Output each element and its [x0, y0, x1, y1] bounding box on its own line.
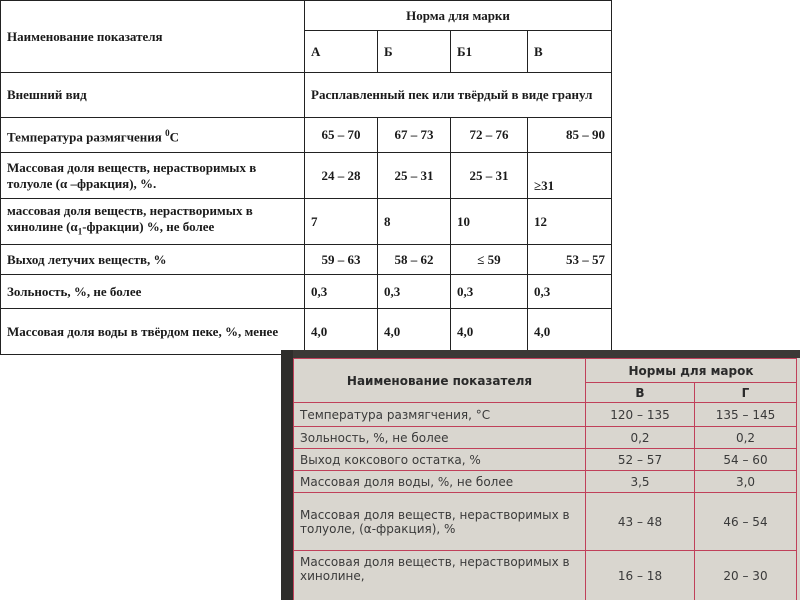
cell-value: 10	[451, 199, 528, 245]
cell-value: 0,3	[451, 275, 528, 309]
table-row	[1, 199, 612, 245]
row-label: Массовая доля веществ, нерастворимых в толуоле (α –фракция), %.	[1, 153, 305, 199]
cell-value: 25 – 31	[451, 153, 528, 199]
cell-value: 54 – 60	[695, 449, 797, 471]
grade-g: Г	[695, 383, 797, 403]
scan-top-edge	[281, 350, 800, 358]
cell-value: 4,0	[305, 309, 378, 355]
grade-v: В	[528, 31, 612, 73]
row-label: Температура размягчения, °С	[294, 403, 586, 427]
cell-value: 3,0	[695, 471, 797, 493]
scanned-norms-table	[293, 358, 797, 600]
cell-value: 3,5	[586, 471, 695, 493]
cell-value: 65 – 70	[305, 118, 378, 153]
cell-value: 16 – 18	[586, 551, 695, 600]
grade-a: А	[305, 31, 378, 73]
cell-value: 20 – 30	[695, 551, 797, 600]
row-label: Зольность, %, не более	[1, 275, 305, 309]
header-indicator: Наименование показателя	[1, 1, 305, 73]
cell-value: 58 – 62	[378, 245, 451, 275]
cell-value: 52 – 57	[586, 449, 695, 471]
row-label: Выход летучих веществ, %	[1, 245, 305, 275]
row-label: Выход коксового остатка, %	[294, 449, 586, 471]
table-header-row	[1, 1, 612, 31]
cell-value: 8	[378, 199, 451, 245]
row-label: Массовая доля воды в твёрдом пеке, %, менее	[1, 309, 305, 355]
cell-value: 0,2	[695, 427, 797, 449]
table-row	[294, 493, 797, 551]
cell-value: 67 – 73	[378, 118, 451, 153]
cell-value: 0,3	[378, 275, 451, 309]
grade-v: В	[586, 383, 695, 403]
cell-value: 53 – 57	[528, 245, 612, 275]
cell-value: 135 – 145	[695, 403, 797, 427]
cell-value: 4,0	[451, 309, 528, 355]
table-row	[1, 118, 612, 153]
cell-value: 0,2	[586, 427, 695, 449]
table-header-row	[294, 359, 797, 383]
table-row	[294, 471, 797, 493]
row-label: Массовая доля веществ, нерастворимых в толуоле, (α-фракция), %	[294, 493, 586, 551]
row-merged-value: Расплавленный пек или твёрдый в виде гранул	[305, 73, 612, 118]
cell-value: 0,3	[528, 275, 612, 309]
header-indicator: Наименование показателя	[294, 359, 586, 403]
table-row	[1, 153, 612, 199]
grade-b1: Б1	[451, 31, 528, 73]
table-row	[294, 403, 797, 427]
cell-value: ≥31	[528, 153, 612, 199]
cell-value: 4,0	[378, 309, 451, 355]
cell-value: ≤ 59	[451, 245, 528, 275]
cell-value: 59 – 63	[305, 245, 378, 275]
row-label: массовая доля веществ, нерастворимых в хинолине $(\alpha_1-фракции)$ %, не более	[1, 199, 305, 245]
cell-value: 24 – 28	[305, 153, 378, 199]
row-label: Внешний вид	[1, 73, 305, 118]
table-row	[1, 309, 612, 355]
scanned-table-image	[281, 350, 800, 600]
cell-value: 4,0	[528, 309, 612, 355]
table-row	[294, 449, 797, 471]
row-label: Массовая доля веществ, нерастворимых в хинолине,	[294, 551, 586, 600]
cell-value: 72 – 76	[451, 118, 528, 153]
table-row	[1, 73, 612, 118]
pitch-norms-table	[0, 0, 612, 355]
cell-value: 12	[528, 199, 612, 245]
cell-value: 120 – 135	[586, 403, 695, 427]
row-label: Температура размягчения $^0$С	[1, 118, 305, 153]
cell-value: 85 – 90	[528, 118, 612, 153]
cell-value: 46 – 54	[695, 493, 797, 551]
cell-value: 0,3	[305, 275, 378, 309]
row-label: Зольность, %, не более	[294, 427, 586, 449]
cell-value: 25 – 31	[378, 153, 451, 199]
row-label: Массовая доля воды, %, не более	[294, 471, 586, 493]
cell-value: 7	[305, 199, 378, 245]
table-row	[1, 275, 612, 309]
header-norm: Нормы для марок	[586, 359, 797, 383]
grade-b: Б	[378, 31, 451, 73]
table-row	[294, 551, 797, 600]
header-norm: Норма для марки	[305, 1, 612, 31]
table-row	[1, 245, 612, 275]
scan-left-edge	[281, 350, 293, 600]
table-row	[294, 427, 797, 449]
cell-value: 43 – 48	[586, 493, 695, 551]
